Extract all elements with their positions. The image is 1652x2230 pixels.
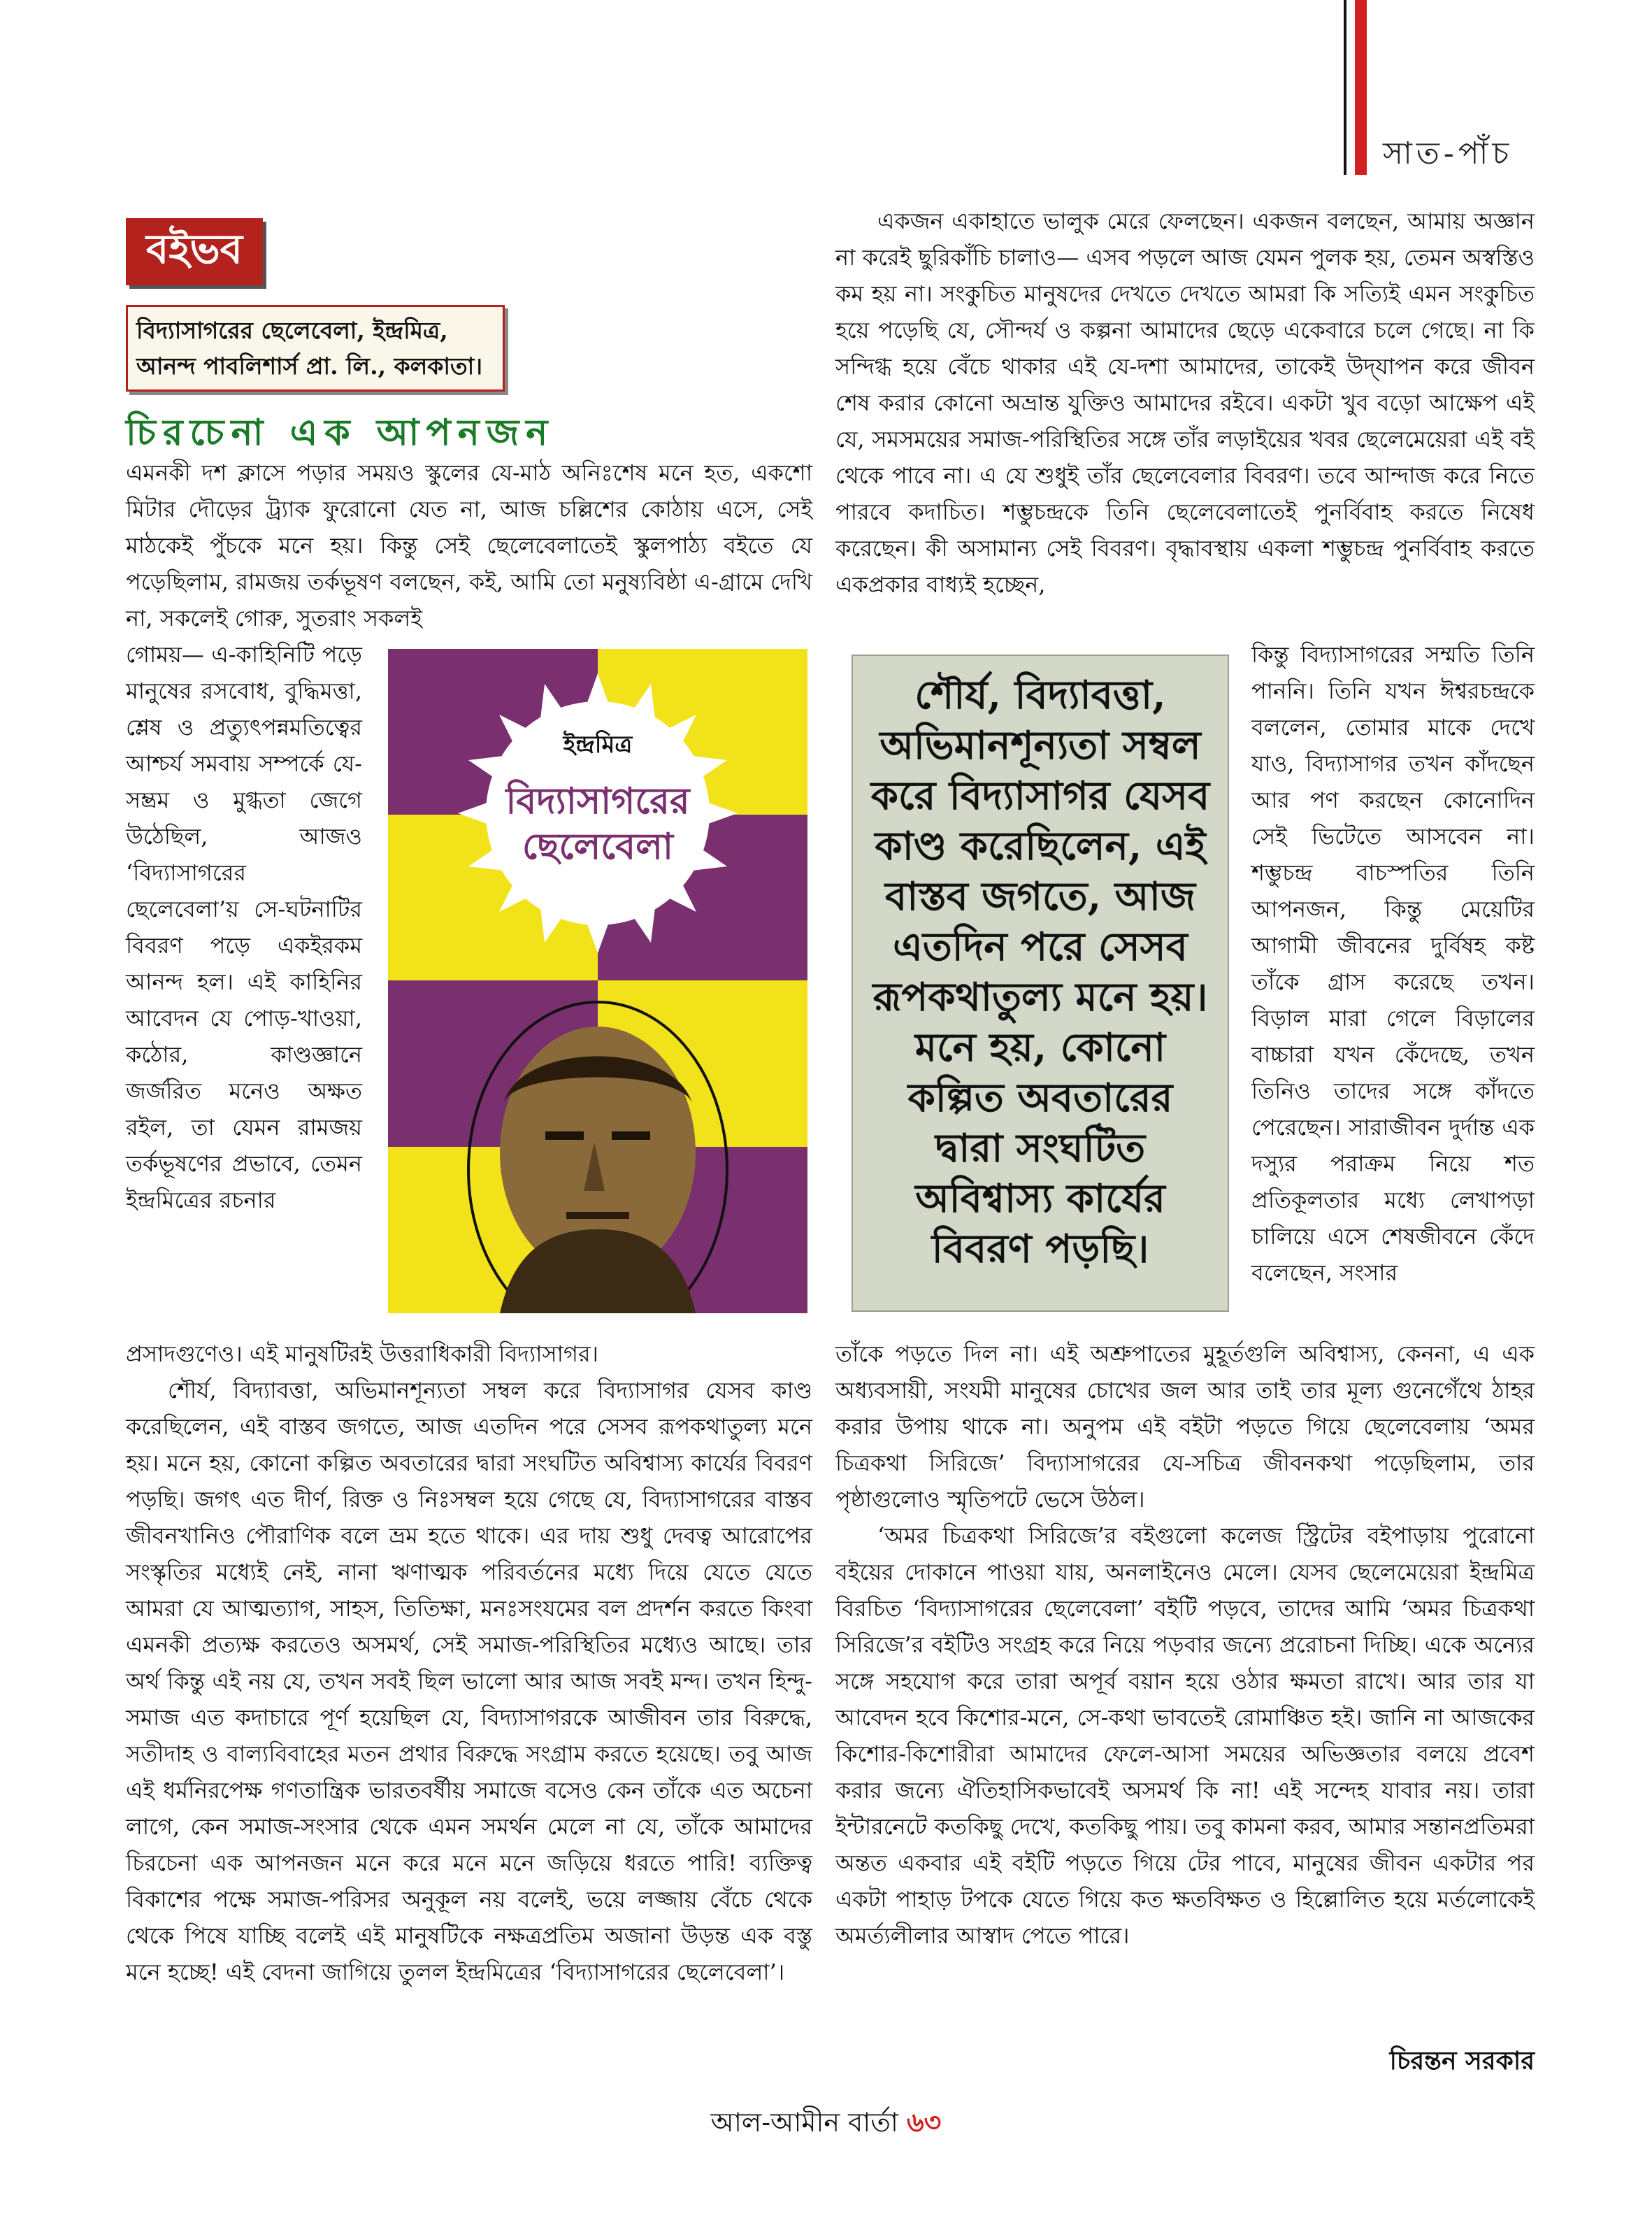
pull-quote: শৌর্য, বিদ্যাবত্তা, অভিমানশূন্যতা সম্বল করে বিদ্যাসাগর যেসব কাণ্ড করেছিলেন, এই বাস্তব জগতে, আজ এতদিন পরে সেসব রূপকথাতুল্য মনে হয়। মনে হয়, কোনো কল্পিত অবতারের দ্বারা সংঘটিত অবিশ্বাস্য কার্যের বিবরণ পড়ছি। (852, 655, 1229, 1312)
column2-side-text: কিন্তু বিদ্যাসাগরের সম্মতি তিনি পাননি। তিনি যখন ঈশ্বরচন্দ্রকে বললেন, তোমার মাকে দেখে যাও, বিদ্যাসাগর তখন কাঁদছেন আর পণ করছেন কোনোদিন সেই ভিটেতে আসবেন না। শম্ভুচন্দ্র বাচস্পতির তিনি আপনজন, কিন্তু মেয়েটির আগামী জীবনের দুর্বিষহ কষ্ট তাঁকে গ্রাস করেছে তখন। বিড়াল মারা গেলে বিড়ালের বাচ্চারা যখন কেঁদেছে, তখন তিনিও তাদের সঙ্গে কাঁদতে পেরেছেন। সারাজীবন দুর্দান্ত এক দস্যুর পরাক্রম নিয়ে শত প্রতিকূলতার মধ্যে লেখাপড়া চালিয়ে এসে শেষজীবনে কেঁদে বলেছেন, সংসার (1251, 641, 1535, 1286)
paragraph: প্রসাদগুণেও। এই মানুষটিরই উত্তরাধিকারী বিদ্যাসাগর। (126, 1341, 598, 1367)
book-cover-image (388, 649, 807, 1313)
column1-top-text: এমনকী দশ ক্লাসে পড়ার সময়ও স্কুলের যে-মাঠ অনিঃশেষ মনে হত, একশো মিটার দৌড়ের ট্র্যাক ফুরোনো যেত না, আজ চল্লিশের কোঠায় এসে, সেই মাঠকেই পুঁচকে মনে হয়। কিন্তু সেই ছেলেবেলাতেই স্কুলপাঠ্য বইতে যে পড়েছিলাম, রামজয় তর্কভূষণ বলছেন, কই, আমি তো মনুষ্যবিষ্ঠা এ-গ্রামে দেখি না, সকলেই গোরু, সুতরাং সকলই (126, 459, 812, 631)
paragraph: শৌর্য, বিদ্যাবত্তা, অভিমানশূন্যতা সম্বল করে বিদ্যাসাগর যেসব কাণ্ড করেছিলেন, এই বাস্তব জগতে, আজ এতদিন পরে সেসব রূপকথাতুল্য মনে হয়। মনে হয়, কোনো কল্পিত অবতারের দ্বারা সংঘটিত অবিশ্বাস্য কার্যের বিবরণ পড়ছি। জগৎ এত দীর্ণ, রিক্ত ও নিঃসম্বল হয়ে গেছে যে, বিদ্যাসাগরের বাস্তব জীবনখানিও পৌরাণিক বলে ভ্রম হতে থাকে। এর দায় শুধু দেবত্ব আরোপের সংস্কৃতির মধ্যেই নেই, নানা ঋণাত্মক পরিবর্তনের মধ্যে দিয়ে যেতে যেতে আমরা যে আত্মত্যাগ, সাহস, তিতিক্ষা, মনঃসংযমের বল প্রদর্শন করতে কিংবা এমনকী প্রত্যক্ষ করতেও অসমর্থ, সেই সমাজ-পরিস্থিতির মধ্যেও আছে। তার অর্থ কিন্তু এই নয় যে, তখন সবই ছিল ভালো আর আজ সবই মন্দ। তখন হিন্দু-সমাজ এত কদাচারে পূর্ণ হয়েছিল যে, বিদ্যাসাগরকে আজীবন তার বিরুদ্ধে, সতীদাহ ও বাল্যবিবাহের মতন প্রথার বিরুদ্ধে সংগ্রাম করতে হয়েছে। তবু আজ এই ধর্মনিরপেক্ষ গণতান্ত্রিক ভারতবর্ষীয় সমাজে বসেও কেন তাঁকে এত অচেনা লাগে, কেন সমাজ-সংসার থেকে এমন সমর্থন মেলে না যে, তাঁকে আমাদের চিরচেনা এক আপনজন মনে করে মনে মনে জড়িয়ে ধরতে পারি! ব্যক্তিত্ব বিকাশের পক্ষে সমাজ-পরিসর অনুকূল নয় বলেই, ভয়ে লজ্জায় বেঁচে থেকে থেকে পিষে যাচ্ছি বলেই এই মানুষটিকে নক্ষত্রপ্রতিম অজানা উড়ন্ত এক বস্তু মনে হচ্ছে! এই বেদনা জাগিয়ে তুলল ইন্দ্রমিত্রের ‘বিদ্যাসাগরের ছেলেবেলা’। (126, 1377, 812, 1985)
paragraph: তাঁকে পড়তে দিল না। এই অশ্রুপাতের মুহূর্তগুলি অবিশ্বাস্য, কেননা, এ এক অধ্যবসায়ী, সংযমী মানুষের চোখের জল আর তাই তার মূল্য গুনেগেঁথে ঠাহর করার উপায় থাকে না। অনুপম এই বইটা পড়তে গিয়ে ছেলেবেলায় ‘অমর চিত্রকথা সিরিজে’ বিদ্যাসাগরের যে-সচিত্র জীবনকথা পড়েছিলাম, তার পৃষ্ঠাগুলোও স্মৃতিপটে ভেসে উঠল। (835, 1341, 1535, 1513)
header-accent-bar (1355, 0, 1367, 175)
column1-side-text: গোময়— এ-কাহিনিটি পড়ে মানুষের রসবোধ, বুদ্ধিমত্তা, শ্লেষ ও প্রত্যুৎপন্নমতিত্বের আশ্চর্য সমবায় সম্পর্কে যে-সম্ভ্রম ও মুগ্ধতা জেগে উঠেছিল, আজও ‘বিদ্যাসাগরের ছেলেবেলা’য় সে-ঘটনাটির বিবরণ পড়ে একইরকম আনন্দ হল। এই কাহিনির আবেদন যে পোড়-খাওয়া, কঠোর, কাণ্ডজ্ঞানে জর্জরিত মনেও অক্ষত রইল, তা যেমন রামজয় তর্কভূষণের প্রভাবে, তেমন ইন্দ্রমিত্রের রচনার (126, 641, 362, 1213)
paragraph: ‘অমর চিত্রকথা সিরিজে’র বইগুলো কলেজ স্ট্রিটের বইপাড়ায় পুরোনো বইয়ের দোকানে পাওয়া যায়, অনলাইনেও মেলে। যেসব ছেলেমেয়েরা ইন্দ্রমিত্র বিরচিত ‘বিদ্যাসাগরের ছেলেবেলা’ বইটি পড়বে, তাদের আমি ‘অমর চিত্রকথা সিরিজে’র বইটিও সংগ্রহ করে নিয়ে পড়বার জন্যে প্ররোচনা দিচ্ছি। একে অন্যের সঙ্গে সহযোগ করে তারা অপূর্ব বয়ান হয়ে ওঠার ক্ষমতা রাখে। আর তার যা আবেদন হবে কিশোর-মনে, সে-কথা ভাবতেই রোমাঞ্চিত হই। জানি না আজকের কিশোর-কিশোরীরা আমাদের ফেলে-আসা সময়ের অভিজ্ঞতার বলয়ে প্রবেশ করার জন্যে ঐতিহাসিকভাবেই অসমর্থ কি না! এই সন্দেহ যাবার নয়। তারা ইন্টারনেটে কতকিছু দেখে, কতকিছু পায়। তবু কামনা করব, আমার সন্তানপ্রতিমরা অন্তত একবার এই বইটি পড়তে গিয়ে টের পাবে, মানুষের জীবন একটার পর একটা পাহাড় টপকে যেতে গিয়ে কত ক্ষতবিক্ষত ও হিল্লোলিত হয়ে মর্তলোকেই অমর্ত্যলীলার আস্বাদ পেতে পারে। (835, 1522, 1535, 1949)
cover-title-line1: বিদ্যাসাগরের (505, 780, 690, 822)
cover-author: ইন্দ্রমিত্র (563, 731, 633, 759)
page-number: ৬৩ (906, 2106, 942, 2138)
book-info-box (126, 305, 505, 392)
cover-title-line2: ছেলেবেলা (522, 826, 673, 868)
article-author: চিরন্তন সরকার (1389, 2046, 1535, 2075)
page-footer (0, 2102, 1652, 2147)
section-tag: বইভব (126, 218, 263, 285)
magazine-name: আল-আমীন বার্তা (710, 2107, 898, 2138)
header-rule (1344, 0, 1346, 175)
book-info-line1: বিদ্যাসাগরের ছেলেবেলা, ইন্দ্রমিত্র, (136, 317, 448, 344)
article-heading: চিরচেনা এক আপনজন (126, 411, 555, 454)
book-info-line2: আনন্দ পাবলিশার্স প্রা. লি., কলকাতা। (136, 352, 483, 380)
column1-bottom-text (126, 1336, 812, 1990)
section-number: সাত-পাঁচ (1383, 136, 1514, 171)
column2-bottom-text (835, 1336, 1535, 1954)
column2-top-text: একজন একাহাতে ভালুক মেরে ফেলছেন। একজন বলছেন, আমায় অজ্ঞান না করেই ছুরিকাঁচি চালাও— এসব পড়লে আজ যেমন পুলক হয়, তেমন অস্বস্তিও কম হয় না। সংকুচিত মানুষদের দেখতে দেখতে আমরা কি সত্যিই এমন সংকুচিত হয়ে পড়েছি যে, সৌন্দর্য ও কল্পনা আমাদের ছেড়ে একেবারে চলে গেছে। না কি সন্দিগ্ধ হয়ে বেঁচে থাকার এই যে-দশা আমাদের, তাকেই উদ্‌যাপন করে জীবন শেষ করার কোনো অভ্রান্ত যুক্তিও আমাদের রইবে। একটা খুব বড়ো আক্ষেপ এই যে, সমসময়ের সমাজ-পরিস্থিতির সঙ্গে তাঁর লড়াইয়ের খবর ছেলেমেয়েরা এই বই থেকে পাবে না। এ যে শুধুই তাঁর ছেলেবেলার বিবরণ। তবে আন্দাজ করে নিতে পারবে কদাচিত। শম্ভুচন্দ্রকে তিনি ছেলেবেলাতেই পুনর্বিবাহ করতে নিষেধ করেছেন। কী অসামান্য সেই বিবরণ। বৃদ্ধাবস্থায় একলা শম্ভুচন্দ্র পুনর্বিবাহ করতে একপ্রকার বাধ্যই হচ্ছেন, (835, 208, 1535, 598)
